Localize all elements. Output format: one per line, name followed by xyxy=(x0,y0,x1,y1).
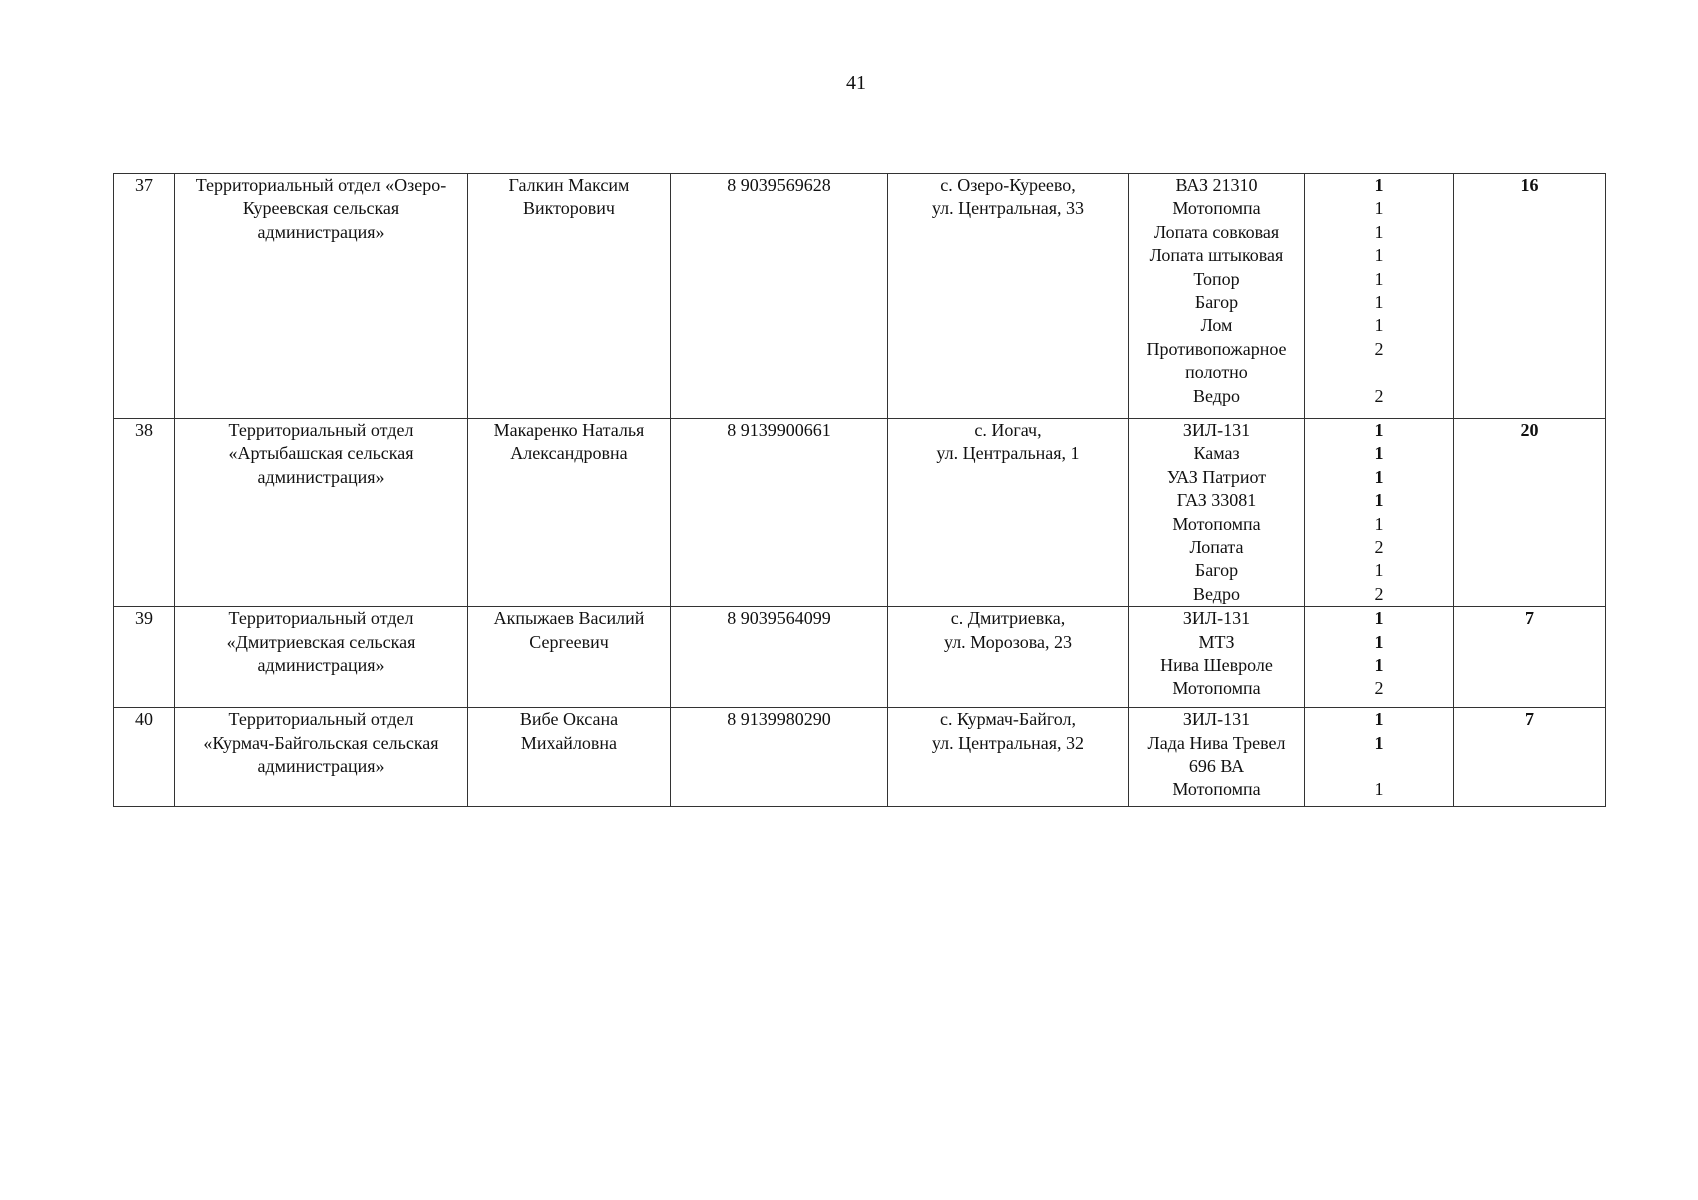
phone-cell: 8 9039564099 xyxy=(671,607,888,708)
row-number: 40 xyxy=(114,708,175,807)
total-cell: 7 xyxy=(1454,708,1606,807)
equipment-list-cell: ВАЗ 21310 Мотопомпа Лопата совковая Лопата штыковая Топор Багор Лом Противопожарное полотно Ведро xyxy=(1129,174,1305,419)
table-row xyxy=(114,174,1606,419)
quantity-cell: 1 1 1 2 xyxy=(1305,607,1454,708)
row-number: 38 xyxy=(114,419,175,607)
row-number: 37 xyxy=(114,174,175,419)
page-number: 41 xyxy=(846,72,866,94)
total-cell: 16 xyxy=(1454,174,1606,419)
quantity-cell: 1 1 1 1 1 1 1 2 2 xyxy=(1305,174,1454,419)
address-cell: с. Озеро-Куреево, ул. Центральная, 33 xyxy=(888,174,1129,419)
total-cell: 7 xyxy=(1454,607,1606,708)
equipment-table xyxy=(113,173,1606,807)
table-row xyxy=(114,607,1606,708)
organization-cell: Территориальный отдел «Дмитриевская сельская администрация» xyxy=(175,607,468,708)
head-name-cell: Вибе Оксана Михайловна xyxy=(468,708,671,807)
organization-cell: Территориальный отдел «Курмач-Байгольская сельская администрация» xyxy=(175,708,468,807)
phone-cell: 8 9139900661 xyxy=(671,419,888,607)
total-cell: 20 xyxy=(1454,419,1606,607)
row-number: 39 xyxy=(114,607,175,708)
head-name-cell: Акпыжаев Василий Сергеевич xyxy=(468,607,671,708)
table-row xyxy=(114,708,1606,807)
equipment-list-cell: ЗИЛ-131 МТЗ Нива Шевроле Мотопомпа xyxy=(1129,607,1305,708)
quantity-cell: 1 1 1 xyxy=(1305,708,1454,807)
head-name-cell: Галкин Максим Викторович xyxy=(468,174,671,419)
table-row xyxy=(114,419,1606,607)
equipment-list-cell: ЗИЛ-131 Лада Нива Тревел 696 ВА Мотопомпа xyxy=(1129,708,1305,807)
address-cell: с. Иогач, ул. Центральная, 1 xyxy=(888,419,1129,607)
equipment-list-cell: ЗИЛ-131 Камаз УАЗ Патриот ГАЗ 33081 Мотопомпа Лопата Багор Ведро xyxy=(1129,419,1305,607)
organization-cell: Территориальный отдел «Озеро- Куреевская сельская администрация» xyxy=(175,174,468,419)
address-cell: с. Курмач-Байгол, ул. Центральная, 32 xyxy=(888,708,1129,807)
phone-cell: 8 9039569628 xyxy=(671,174,888,419)
address-cell: с. Дмитриевка, ул. Морозова, 23 xyxy=(888,607,1129,708)
organization-cell: Территориальный отдел «Артыбашская сельская администрация» xyxy=(175,419,468,607)
quantity-cell: 1 1 1 1 1 2 1 2 xyxy=(1305,419,1454,607)
head-name-cell: Макаренко Наталья Александровна xyxy=(468,419,671,607)
phone-cell: 8 9139980290 xyxy=(671,708,888,807)
